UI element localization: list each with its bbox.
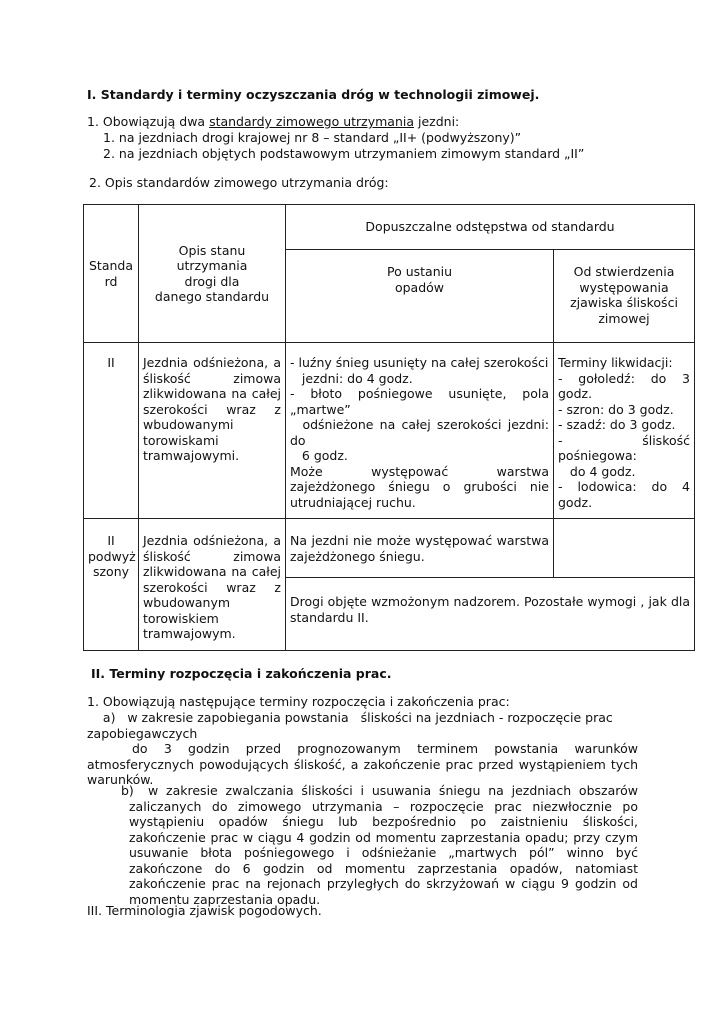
- section-2-paragraph-1: 1. Obowiązują następujące terminy rozpoczęcia i zakończenia prac:: [87, 694, 510, 709]
- p1-suffix: jezdni:: [414, 114, 460, 129]
- standards-table: [83, 204, 695, 651]
- standard-item-1: 1. na jezdniach drogi krajowej nr 8 – standard „II+ (podwyższony)”: [103, 130, 522, 145]
- item-a-continuation: do 3 godzin przed prognozowanym terminem powstania warunków atmosferycznych powodujących śliskość, a zakończenie prac przed wystąpieniem tych warunków.: [87, 741, 638, 787]
- row2-after-snow: Na jezdni nie może występować warstwa zajeżdżonego śniegu.: [286, 519, 554, 578]
- p1-prefix: 1. Obowiązują dwa: [87, 114, 210, 129]
- item-b-text: w zakresie zwalczania śliskości i usuwania śniegu na jezdniach obszarów zaliczanych do zimowego utrzymania – rozpoczęcie prac niezwłocznie po wystąpieniu opadów śniegu lub bezpośrednio po zaistnieniu śliskości, zakończenie prac w ciągu 4 godzin od momentu zaprzestania opadu; przy czym usuwanie błota pośniegowego i odśnieżanie „martwych pól” winno być zakończone do 6 godzin od momentu zaprzestania opadów, natomiast zakończenie prac na rejonach przyległych do skrzyżowań w ciągu 9 godzin od momentu zaprzestania opadu.: [129, 783, 638, 907]
- row1-after-slip: Terminy likwidacji: - gołoledź: do 3 godz. - szron: do 3 godz. - szadź: do 3 godz. - śliskość pośniegowa: do 4 godz. - lodowica: do 4 godz.: [554, 343, 695, 519]
- section-3-heading: III. Terminologia zjawisk pogodowych.: [87, 903, 322, 918]
- header-standard: Standa rd: [84, 205, 139, 343]
- row2-supervision: Drogi objęte wzmożonym nadzorem. Pozostałe wymogi , jak dla standardu II.: [286, 578, 695, 651]
- row2-description: Jezdnia odśnieżona, a śliskość zimowa zlikwidowana na całej szerokości wraz z wbudowanym torowiskiem tramwajowym.: [139, 519, 286, 651]
- header-description: Opis stanu utrzymania drogi dla danego standardu: [139, 205, 286, 343]
- section-1-paragraph-1: [87, 114, 459, 130]
- row1-after-snow: - luźny śnieg usunięty na całej szerokości jezdni: do 4 godz. - błoto pośniegowe usunięte, pola „martwe” odśnieżone na całej szerokości jezdni: do 6 godz. Może występować warstwa zajeżdżonego śniegu o grubości nie utrudniającej ruchu.: [286, 343, 554, 519]
- row1-description: Jezdnia odśnieżona, a śliskość zimowa zlikwidowana na całej szerokości wraz z wbudowanymi torowiskami tramwajowymi.: [139, 343, 286, 519]
- section-2-heading: II. Terminy rozpoczęcia i zakończenia prac.: [91, 666, 392, 681]
- item-a: a) w zakresie zapobiegania powstania śliskości na jezdniach - rozpoczęcie prac zapobiegawczych do 3 godzin przed prognozowanym terminem powstania warunków atmosferycznych powodujących śliskość, a zakończenie prac przed wystąpieniem tych warunków.: [87, 710, 638, 787]
- row2-standard: II podwyż szony: [84, 519, 139, 651]
- standard-item-2: 2. na jezdniach objętych podstawowym utrzymaniem zimowym standard „II”: [103, 146, 585, 161]
- header-after-slip: Od stwierdzenia występowania zjawiska śliskości zimowej: [554, 250, 695, 343]
- item-b-label: b): [121, 783, 134, 798]
- section-1-paragraph-2: 2. Opis standardów zimowego utrzymania dróg:: [89, 175, 389, 190]
- header-after-snow: Po ustaniu opadów: [286, 250, 554, 343]
- section-1-heading: I. Standardy i terminy oczyszczania dróg w technologii zimowej.: [87, 87, 540, 102]
- header-deviations: Dopuszczalne odstępstwa od standardu: [286, 205, 695, 250]
- row1-standard: II: [84, 343, 139, 519]
- row2-after-slip-empty: [554, 519, 695, 578]
- p1-underlined: standardy zimowego utrzymania: [209, 114, 415, 129]
